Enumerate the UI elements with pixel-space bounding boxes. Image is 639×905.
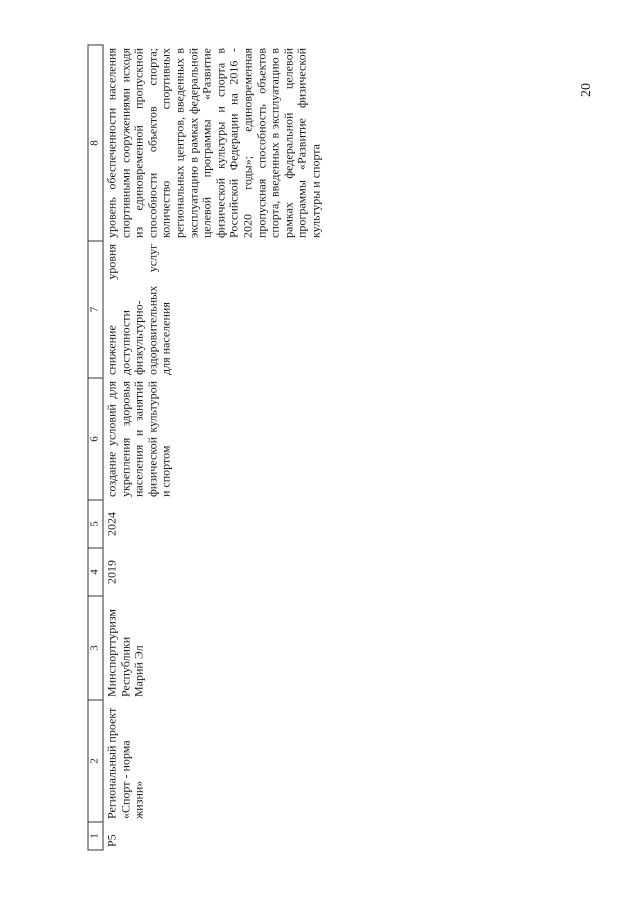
header-col-4: 4: [88, 548, 103, 596]
header-col-8: 8: [88, 45, 103, 241]
cell-code: Р5: [104, 834, 119, 847]
cell-executor: Минспорттуризм Республики Марий Эл: [104, 608, 146, 697]
header-col-7: 7: [88, 241, 103, 378]
header-col-1: 1: [88, 822, 103, 850]
program-table: [88, 45, 326, 851]
cell-end-year: 2024: [104, 512, 119, 536]
header-col-2: 2: [88, 700, 103, 822]
table-row: [103, 45, 325, 850]
cell-start-year: 2019: [104, 560, 119, 584]
cell-consequences: снижение уровня доступности физкультурно-оздоровительных услуг для населения: [104, 244, 173, 375]
cell-indicators: уровень обеспеченности населения спортивными сооружениями исходя из единовременной пропускной способности объектов спорта; количество спортивных региональных центров, введенных в эксплуатацию в рамках федеральной целевой программы «Развитие физической культуры и спорта в Российской Федерации на 2016 - 2020 годы»; единовременная пропускная способность объектов спорта, введенных в эксплуатацию в рамках федеральной целевой программы «Развитие физической культуры и спорта: [104, 48, 323, 238]
rotated-table-container: [88, 46, 588, 851]
page-number: 20: [579, 83, 594, 97]
header-col-6: 6: [88, 378, 103, 500]
header-row: [88, 45, 103, 850]
cell-expected-result: создание условий для укрепления здоровья населения и занятий физической культурой и спортом: [104, 381, 173, 497]
cell-project: Региональный проект «Спорт - норма жизни»: [104, 707, 146, 819]
header-col-5: 5: [88, 500, 103, 548]
header-col-3: 3: [88, 596, 103, 700]
